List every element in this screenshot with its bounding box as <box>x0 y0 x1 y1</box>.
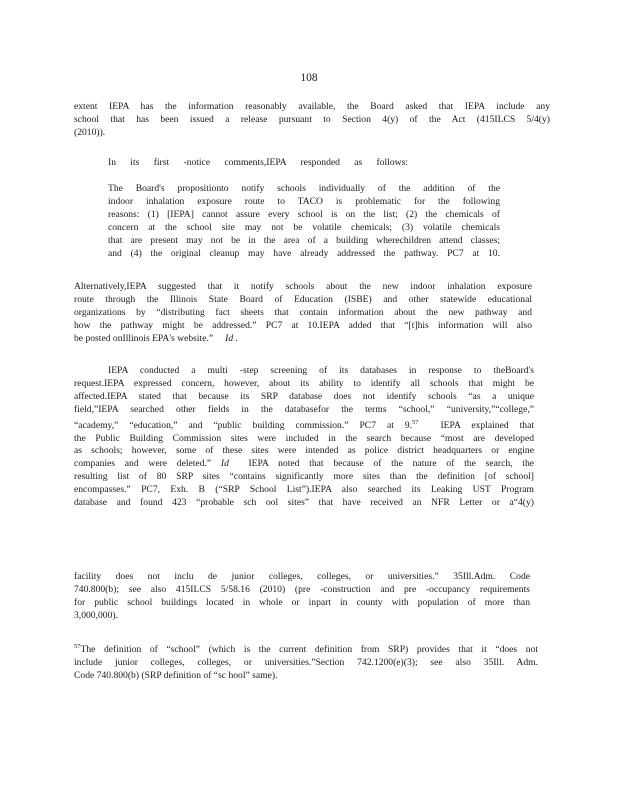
text-line: facility does not inclu de junior colleges, colleges, or universities.” 35Ill.Adm. Code <box>74 571 530 582</box>
text-line: resulting list of 80 SRP sites “contains significantly more sites than the definition [of school] <box>74 471 534 483</box>
text-fragment: The definition of “school” (which is the current definition from SRP) provides that it “does not <box>80 644 538 655</box>
text-line: (2010)). <box>74 126 106 138</box>
footnote-57 <box>74 641 538 683</box>
text-line: 740.800(b); see also 415ILCS 5/58.16 (2010) (pre -construction and pre -occupancy requirements <box>74 583 530 595</box>
text-fragment: be posted onIllinois EPA's website.” <box>74 332 214 344</box>
alternatively-paragraph <box>74 281 532 346</box>
text-line: how the pathway might be addressed.” PC7 at 10.IEPA added that “[t]his information will also <box>74 319 532 331</box>
text-line: the Public Building Commission sites were included in the search because “most are developed <box>74 432 534 444</box>
citation: Id <box>220 458 229 470</box>
text-line: encompasses.” PC7, Exh. B (“SRP School List”).IEPA also searched its Leaking UST Program <box>74 484 534 496</box>
text-line: IEPA conducted a multi -step screening of its databases in response to theBoard's <box>108 365 534 376</box>
text-line <box>74 417 534 433</box>
citation: Id . <box>225 332 238 344</box>
intro-paragraph <box>74 101 550 140</box>
text-line: The Board's propositionto notify schools individually of the addition of the <box>108 183 500 194</box>
text-fragment: IEPA explained that <box>440 419 534 431</box>
footnote-continuation <box>74 571 530 623</box>
text-line <box>74 458 534 471</box>
text-line: for public school buildings located in whole or inpart in county with population of more than <box>74 596 530 608</box>
text-line: affected.IEPA stated that because its SRP database does not identify schools “as a unique <box>74 390 534 402</box>
page-number: 108 <box>300 72 318 84</box>
text-fragment: companies and were deleted.” <box>74 458 212 470</box>
text-line: school that has been issued a release pursuant to Section 4(y) of the Act (415ILCS 5/4(y) <box>74 113 550 125</box>
text-fragment: “academy,” “education,” and “public building commission.” PC7 at 9. <box>74 419 413 431</box>
block-quote <box>108 183 500 260</box>
text-line: request.IEPA expressed concern, however, about its ability to identify all schools that might be <box>74 377 534 389</box>
text-line: organizations by “distributing fact sheets that contain information about the new pathway and <box>74 306 532 318</box>
footnote-ref[interactable]: 57 <box>412 418 419 426</box>
text-line: include junior colleges, colleges, or universities.”Section 742.1200(e)(3); see also 35Ill. Adm. <box>74 656 538 668</box>
text-line <box>74 333 532 346</box>
text-line: concern at the school site may not be volatile chemicals; (3) volatile chemicals <box>108 221 500 233</box>
text-fragment: IEPA noted that because of the nature of the search, the <box>248 458 534 470</box>
text-line: 3,000,000). <box>74 609 118 621</box>
text-line: route through the Illinois State Board of Education (ISBE) and other statewide educational <box>74 293 532 305</box>
footnote-number: 57 <box>74 643 81 650</box>
text-line: field,”IEPA searched other fields in the databasefor the terms “school,” “university,”“college,” <box>74 403 534 415</box>
text-line: In its first -notice comments,IEPA responded as follows: <box>108 157 408 168</box>
text-line: Alternatively,IEPA suggested that it notify schools about the new indoor inhalation exposure <box>74 281 532 292</box>
text-line: reasons: (1) [IEPA] cannot assure every school is on the list; (2) the chemicals of <box>108 208 500 220</box>
text-line: and (4) the original cleanup may have already addressed the pathway. PC7 at 10. <box>108 247 500 259</box>
text-line <box>74 641 538 657</box>
lead-in-paragraph <box>108 157 408 170</box>
text-line: database and found 423 “probable sch ool sites” that have received an NFR Letter or a“4(y) <box>74 497 534 509</box>
text-line: extent IEPA has the information reasonably available, the Board asked that IEPA include any <box>74 101 550 112</box>
text-line: as schools; however, some of these sites were intended as police district headquarters or engine <box>74 445 534 457</box>
screening-paragraph <box>74 365 534 510</box>
text-line: Code 740.800(b) (SRP definition of “sc hool” same). <box>74 669 278 681</box>
text-line: that are present may not be in the area of a building wherechildren attend classes; <box>108 234 500 246</box>
text-line: indoor inhalation exposure route to TACO is problematic for the following <box>108 195 500 207</box>
